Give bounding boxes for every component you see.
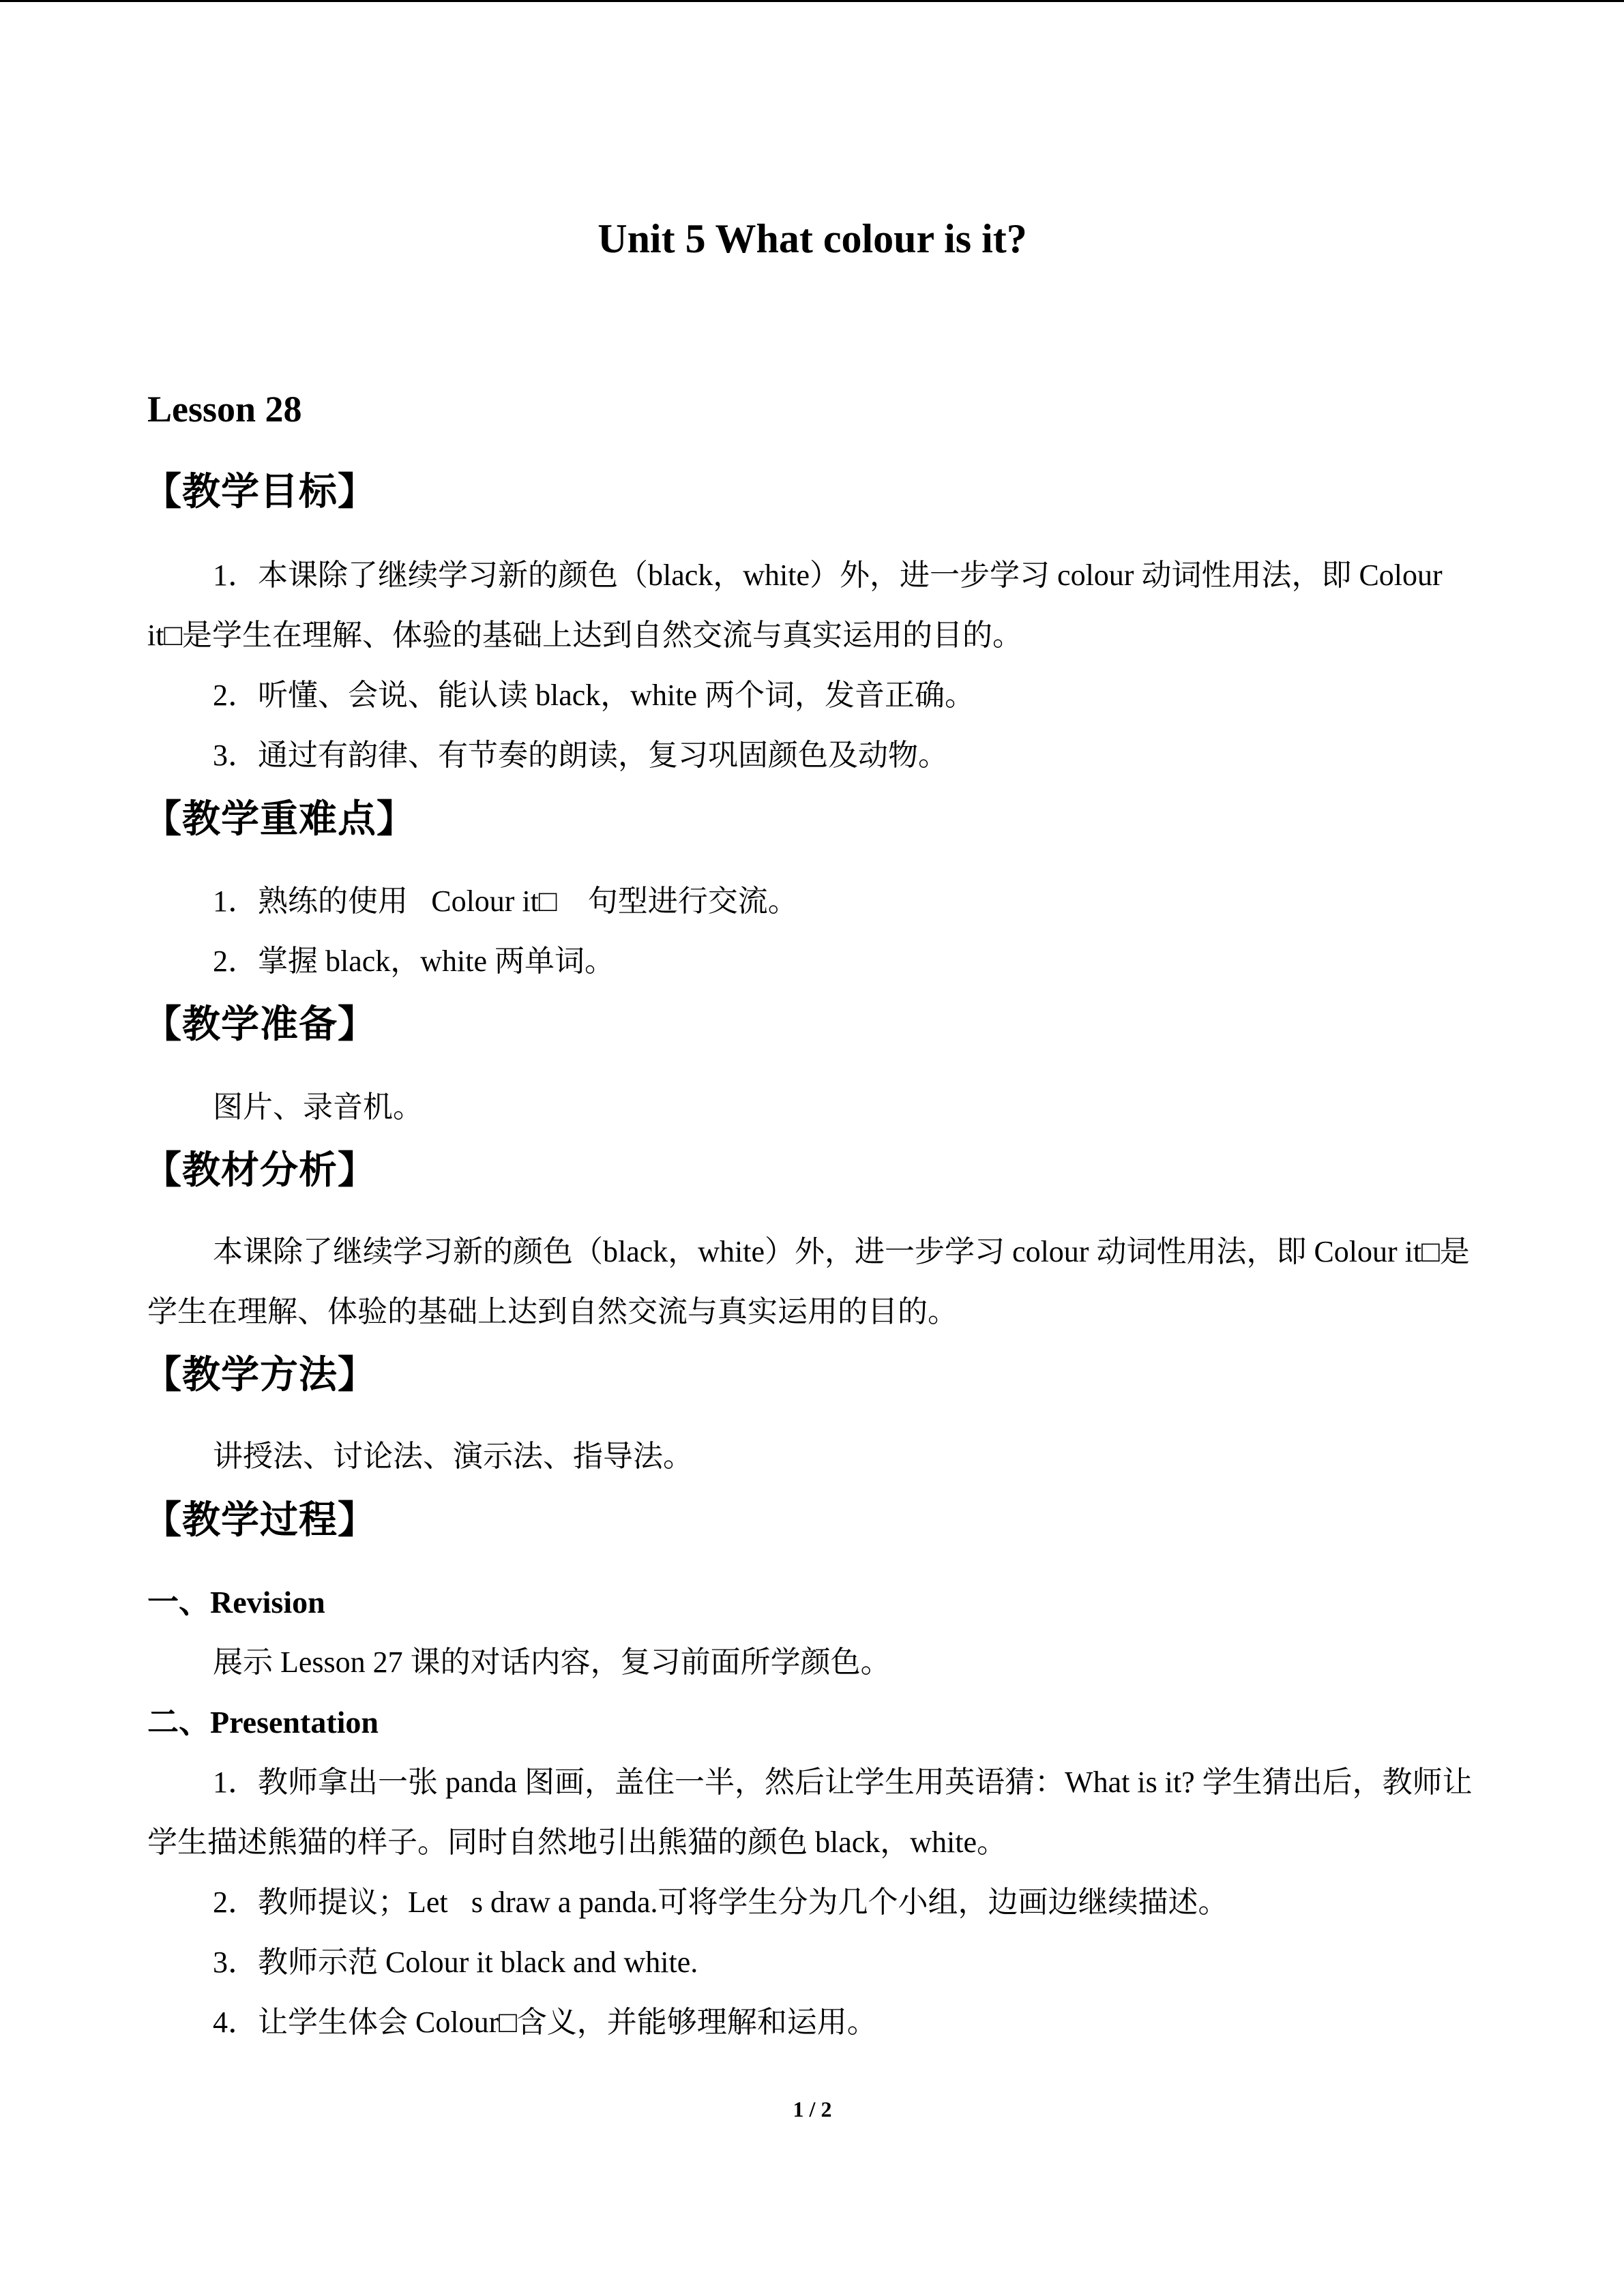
objective-item-3: 3．通过有韵律、有节奏的朗读，复习巩固颜色及动物。 — [213, 739, 948, 772]
page-title: Unit 5 What colour is it? — [597, 216, 1027, 261]
objective-item-2: 2．听懂、会说、能认读 black，white 两个词，发音正确。 — [213, 679, 975, 712]
method-text: 讲授法、讨论法、演示法、指导法。 — [213, 1440, 693, 1473]
revision-text: 展示 Lesson 27 课的对话内容，复习前面所学颜色。 — [213, 1645, 891, 1679]
objectives-heading: 【教学目标】 — [143, 470, 377, 514]
key-points-heading: 【教学重难点】 — [143, 797, 415, 841]
presentation-item-3: 3．教师示范 Colour it black and white. — [213, 1945, 698, 1979]
page-top-border — [0, 0, 1624, 2]
key-point-item-1: 1．熟练的使用 Colour it□  句型进行交流。 — [213, 884, 798, 918]
analysis-text: 本课除了继续学习新的颜色（black，white）外，进一步学习 colour 动词性用法，即 Colour it□是学生在理解、体验的基础上达到自然交流与真实运用的目的。 — [147, 1235, 1470, 1328]
method-heading: 【教学方法】 — [143, 1353, 377, 1397]
key-point-item-2: 2．掌握 black，white 两单词。 — [213, 944, 615, 978]
process-heading: 【教学过程】 — [143, 1498, 377, 1542]
revision-heading: 一、Revision — [147, 1585, 325, 1620]
lesson-heading: Lesson 28 — [147, 389, 302, 430]
prep-heading: 【教学准备】 — [143, 1002, 377, 1047]
presentation-item-2: 2．教师提议；Let s draw a panda.可将学生分为几个小组，边画边继续描述。 — [213, 1885, 1228, 1919]
presentation-heading: 二、Presentation — [147, 1705, 379, 1740]
presentation-item-4: 4．让学生体会 Colour□含义，并能够理解和运用。 — [213, 2006, 877, 2039]
objective-item-1: 1．本课除了继续学习新的颜色（black，white）外，进一步学习 colour 动词性用法，即 Colour it□是学生在理解、体验的基础上达到自然交流与真实运用的目的。 — [147, 558, 1443, 652]
presentation-item-1: 1．教师拿出一张 panda 图画，盖住一半，然后让学生用英语猜：What is it? 学生猜出后，教师让学生描述熊猫的样子。同时自然地引出熊猫的颜色 black，white。 — [147, 1765, 1473, 1859]
prep-text: 图片、录音机。 — [213, 1090, 423, 1124]
page-number: 1 / 2 — [793, 2097, 832, 2121]
analysis-heading: 【教材分析】 — [143, 1148, 377, 1193]
